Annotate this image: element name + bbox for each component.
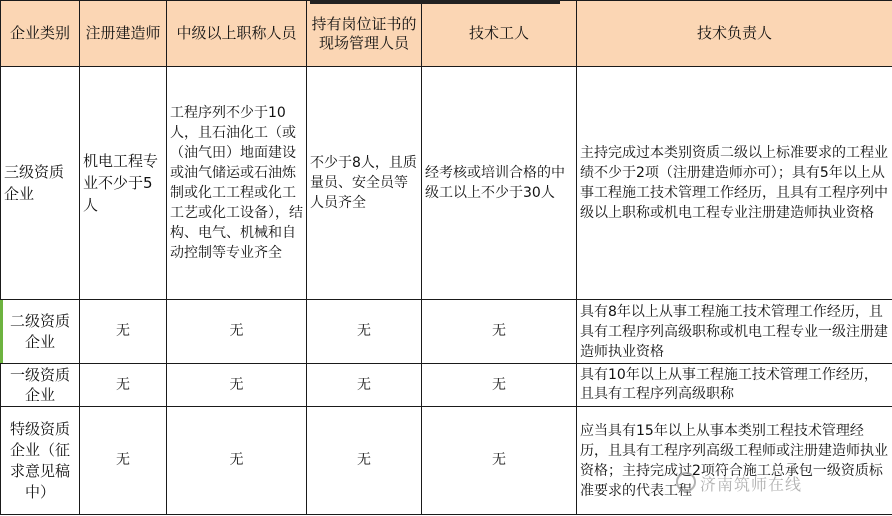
cell-technical-workers: 经考核或培训合格的中级工以上不少于30人 <box>422 67 577 300</box>
cell-technical-lead: 具有8年以上从事工程施工技术管理工作经历，且具有工程序列高级职称或机电工程专业一级注册建造师执业资格 <box>577 300 892 364</box>
cell-registered-builder: 无 <box>80 300 167 364</box>
cell-technical-lead: 具有10年以上从事工程施工技术管理工作经历，且具有工程序列高级职称 <box>577 364 892 407</box>
table-row <box>1 407 892 515</box>
cell-onsite-managers: 不少于8人，且质量员、安全员等人员齐全 <box>307 67 422 300</box>
cell-registered-builder: 无 <box>80 407 167 515</box>
cell-registered-builder: 无 <box>80 364 167 407</box>
header-onsite-managers: 持有岗位证书的现场管理人员 <box>307 1 422 67</box>
table-row <box>1 67 892 300</box>
cell-intermediate-title: 无 <box>167 407 307 515</box>
cell-intermediate-title: 无 <box>167 300 307 364</box>
table-row <box>1 364 892 407</box>
cell-onsite-managers: 无 <box>307 407 422 515</box>
header-category: 企业类别 <box>1 1 80 67</box>
cell-technical-workers: 无 <box>422 407 577 515</box>
header-registered-builder: 注册建造师 <box>80 1 167 67</box>
header-row <box>1 1 892 67</box>
top-edge-strip <box>310 0 560 4</box>
cell-onsite-managers: 无 <box>307 364 422 407</box>
cell-intermediate-title: 无 <box>167 364 307 407</box>
cell-technical-workers: 无 <box>422 300 577 364</box>
cell-technical-lead: 主持完成过本类别资质二级以上标准要求的工程业绩不少于2项（注册建造师亦可）；具有5年以上从事工程施工技术管理工作经历，且具有工程序列中级以上职称或机电工程专业注册建造师执业资格 <box>577 67 892 300</box>
cell-onsite-managers: 无 <box>307 300 422 364</box>
cell-intermediate-title: 工程序列不少于10人，且石油化工（或（油气田）地面建设或油气储运或石油炼制或化工工程或化工工艺或化工设备），结构、电气、机械和自动控制等专业齐全 <box>167 67 307 300</box>
table-row <box>1 300 892 364</box>
header-intermediate-title: 中级以上职称人员 <box>167 1 307 67</box>
cell-category: 二级资质企业 <box>1 300 80 364</box>
watermark: 济南筑师在线 <box>700 475 803 494</box>
header-technical-lead: 技术负责人 <box>577 1 892 67</box>
cell-registered-builder: 机电工程专业不少于5人 <box>80 67 167 300</box>
cell-category: 特级资质企业（征求意见稿中） <box>1 407 80 515</box>
cell-technical-workers: 无 <box>422 364 577 407</box>
cell-category: 一级资质企业 <box>1 364 80 407</box>
cell-technical-lead: 应当具有15年以上从事本类别工程技术管理经历，且具有工程序列高级工程师或注册建造师执业资格；主持完成过2项符合施工总承包一级资质标准要求的代表工程 <box>577 407 892 515</box>
header-technical-workers: 技术工人 <box>422 1 577 67</box>
watermark-logo-icon <box>676 472 696 492</box>
cell-category: 三级资质企业 <box>1 67 80 300</box>
green-edge-mark <box>0 300 3 363</box>
